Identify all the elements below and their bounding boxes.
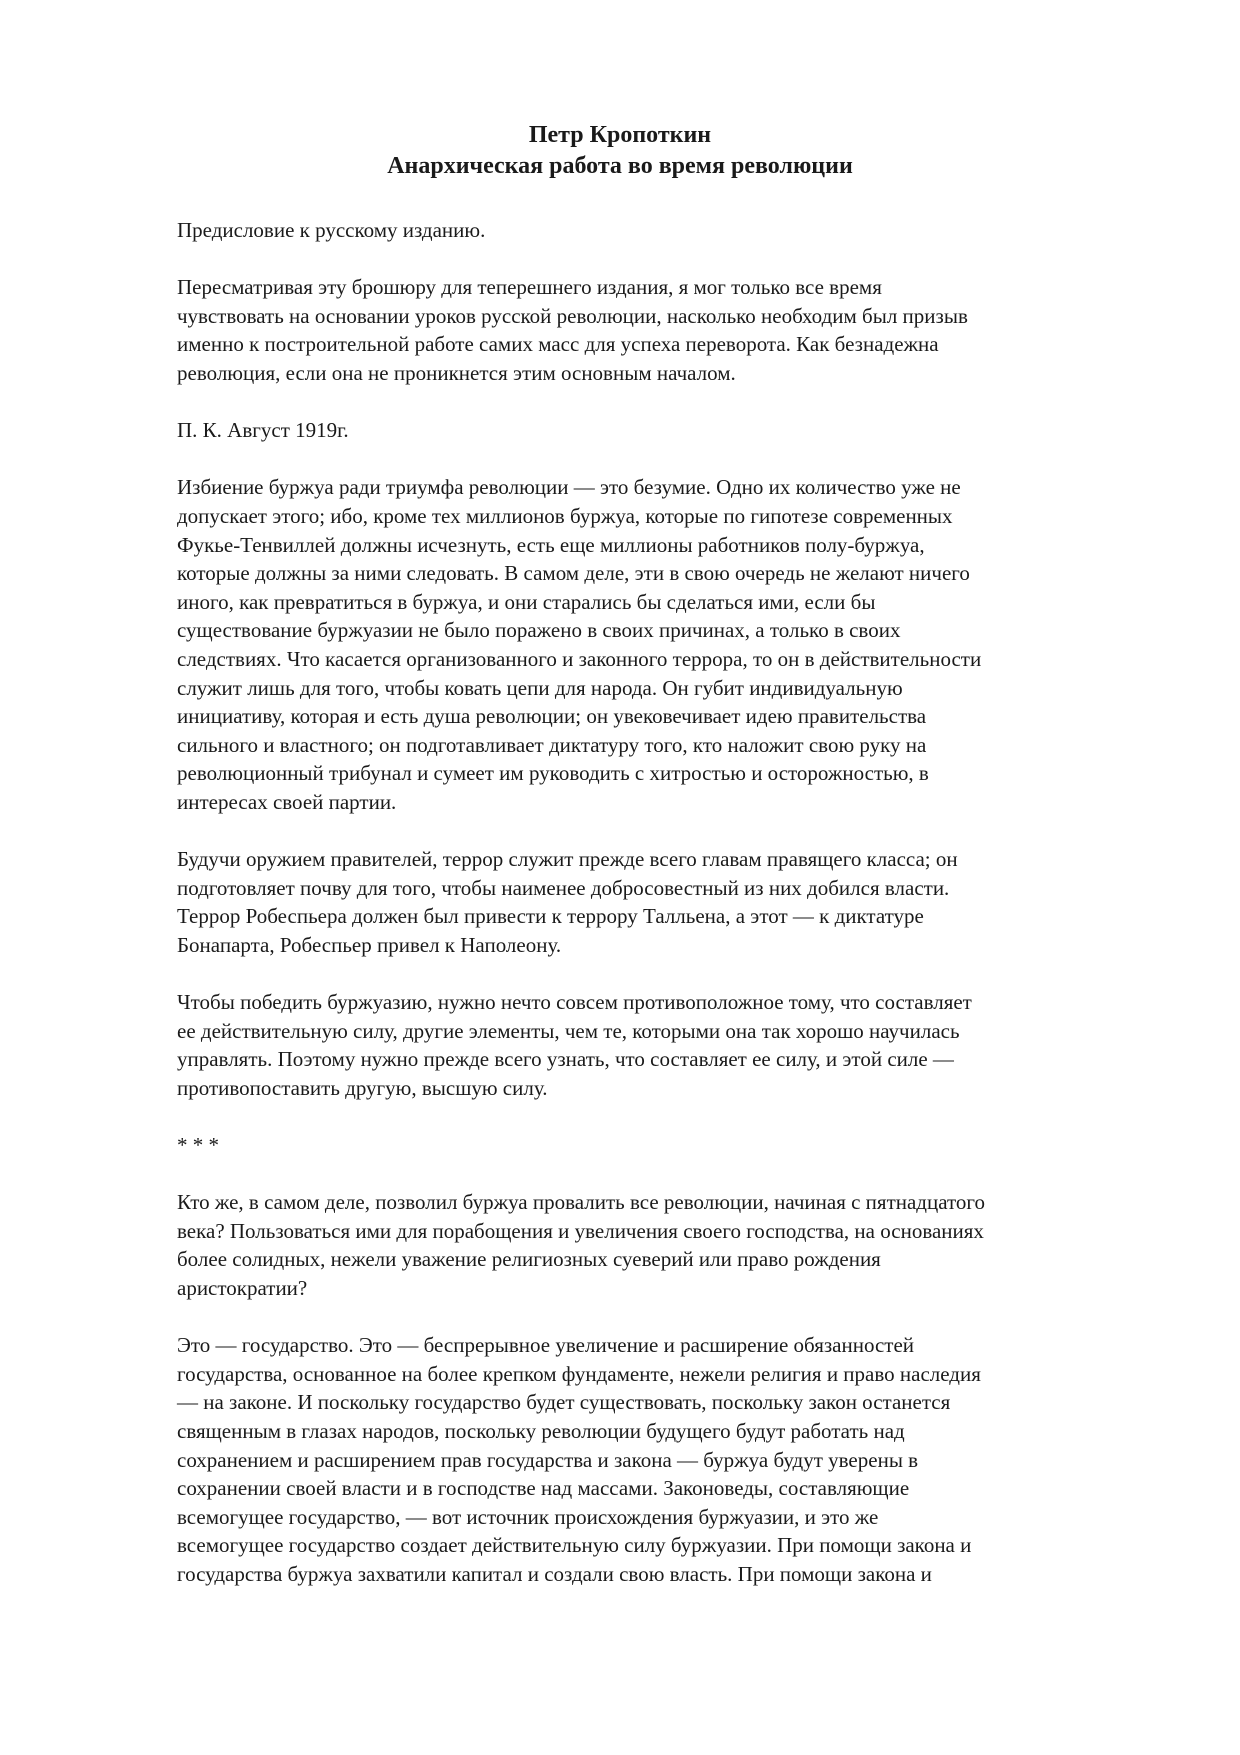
paragraph: Это — государство. Это — беспрерывное увеличение и расширение обязанностей государства, основанное на более крепком фундаменте, нежели религия и право наследия — на законе. И поскольку государство будет существовать, поскольку закон останется священным в глазах народов, поскольку революции будущего будут работать над сохранением и расширением прав государства и закона — буржуа будут уверены в сохранении своей власти и в господстве над массами. Законоведы, составляющие всемогущее государство, — вот источник происхождения буржуазии, и это же всемогущее государство создает действительную силу буржуазии. При помощи закона и государства буржуа захватили капитал и создали свою власть. При помощи закона и bbox=[177, 1333, 981, 1586]
paragraph: Будучи оружием правителей, террор служит прежде всего главам правящего класса; он подготовляет почву для того, чтобы наименее добросовестный из них добился власти. Террор Робеспьера должен был привести к террору Талльена, а этот — к диктатуре Бонапарта, Робеспьер привел к Наполеону. bbox=[177, 847, 958, 957]
paragraph: Избиение буржуа ради триумфа революции — это безумие. Одно их количество уже не допускает этого; ибо, кроме тех миллионов буржуа, которые по гипотезе современных Фукье-Тенвиллей должны исчезнуть, есть еще миллионы работников полу-буржуа, которые должны за ними следовать. В самом деле, эти в свою очередь не желают ничего иного, как превратиться в буржуа, и они старались бы сделаться ими, если бы существование буржуазии не было поражено в своих причинах, а только в своих следствиях. Что касается организованного и законного террора, то он в действительности служит лишь для того, чтобы ковать цепи для народа. Он губит индивидуальную инициативу, которая и есть душа революции; он увековечивает идею правительства сильного и властного; он подготавливает диктатуру того, кто наложит свою руку на революционный трибунал и сумеет им руководить с хитростью и осторожностью, в интересах своей партии. bbox=[177, 475, 982, 814]
preface-heading: Предисловие к русскому изданию. bbox=[177, 218, 486, 242]
author-heading: Петр Кропоткин bbox=[528, 122, 712, 148]
paragraph: Чтобы победить буржуазию, нужно нечто совсем противоположное тому, что составляет ее действительную силу, другие элементы, чем те, которыми она так хорошо научилась управлять. Поэтому нужно прежде всего узнать, что составляет ее силу, и этой силе — противопоставить другую, высшую силу. bbox=[177, 990, 972, 1100]
document-body bbox=[177, 216, 1167, 1589]
page-title: Анархическая работа во время революции bbox=[387, 153, 853, 179]
paragraph: Пересматривая эту брошюру для теперешнего издания, я мог только все время чувствовать на основании уроков русской революции, насколько необходим был призыв именно к построительной работе самих масс для успеха переворота. Как безнадежна революция, если она не проникнется этим основным началом. bbox=[177, 275, 968, 385]
title-block bbox=[0, 120, 1240, 182]
section-separator: * * * bbox=[177, 1133, 219, 1157]
signature-date: П. К. Август 1919г. bbox=[177, 418, 349, 443]
paragraph: Кто же, в самом деле, позволил буржуа провалить все революции, начиная с пятнадцатого века? Пользоваться ими для порабощения и увеличения своего господства, на основаниях более солидных, нежели уважение религиозных суеверий или право рождения аристократии? bbox=[177, 1190, 985, 1300]
